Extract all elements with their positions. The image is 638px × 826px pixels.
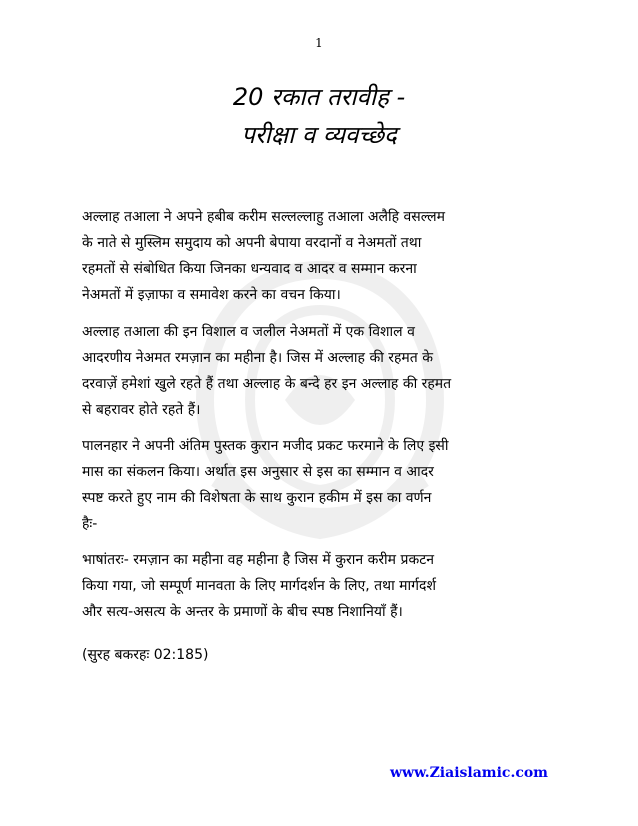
paragraph-line: रहमतों से संबोधित किया जिनका धन्यवाद व आदर व सम्मान करना <box>82 261 417 277</box>
paragraph-line: स्पष्ट करते हुए नाम की विशेषता के साथ कुरान हकीम में इस का वर्णन <box>82 490 432 506</box>
paragraph-line: हैः- <box>82 516 98 532</box>
paragraph-1 <box>82 204 556 308</box>
paragraph-line: आदरणीय नेअमत रमज़ान का महीना है। जिस में अल्लाह की रहमत के <box>82 350 433 366</box>
paragraph-line: भाषांतरः- रमज़ान का महीना वह महीना है जिस में कुरान करीम प्रकटन <box>82 552 435 568</box>
paragraph-line: अल्लाह तआला की इन विशाल व जलील नेअमतों में एक विशाल व <box>82 324 415 340</box>
page-title-line-1: 20 रकात तरावीह - <box>232 83 406 111</box>
paragraph-3 <box>82 433 556 537</box>
paragraph-line: किया गया, जो सम्पूर्ण मानवता के लिए मार्गदर्शन के लिए, तथा मार्गदर्श <box>82 578 436 594</box>
paragraph-translation <box>82 547 556 625</box>
paragraph-line: नेअमतों में इज़ाफा व समावेश करने का वचन किया। <box>82 287 341 303</box>
paragraph-line: पालनहार ने अपनी अंतिम पुस्तक कुरान मजीद प्रकट फरमाने के लिए इसी <box>82 438 449 454</box>
website-link[interactable]: www.Ziaislamic.com <box>389 765 548 781</box>
paragraph-line: के नाते से मुस्लिम समुदाय को अपनी बेपाया वरदानों व नेअमतों तथा <box>82 235 422 251</box>
paragraph-line: मास का संकलन किया। अर्थात इस अनुसार से इस का सम्मान व आदर <box>82 464 434 480</box>
paragraph-line: और सत्य-असत्य के अन्तर के प्रमाणों के बीच स्पष्ठ निशानियाँ हैं। <box>82 604 403 620</box>
reference-line: (सुरह बकरहः 02:185) <box>82 647 209 663</box>
paragraph-line: से बहरावर होते रहते हैं। <box>82 402 201 418</box>
page-number: 1 <box>315 36 323 50</box>
paragraph-line: दरवाज़ें हमेशां खुले रहते हैं तथा अल्लाह के बन्दे हर इन अल्लाह की रहमत <box>82 376 452 392</box>
quran-reference <box>82 642 556 668</box>
paragraph-2 <box>82 319 556 423</box>
page-title-line-2: परीक्षा व व्यवच्छेद <box>241 121 397 149</box>
paragraph-line: अल्लाह तआला ने अपने हबीब करीम सल्लल्लाहु तआला अलैहि वसल्लम <box>82 209 445 225</box>
